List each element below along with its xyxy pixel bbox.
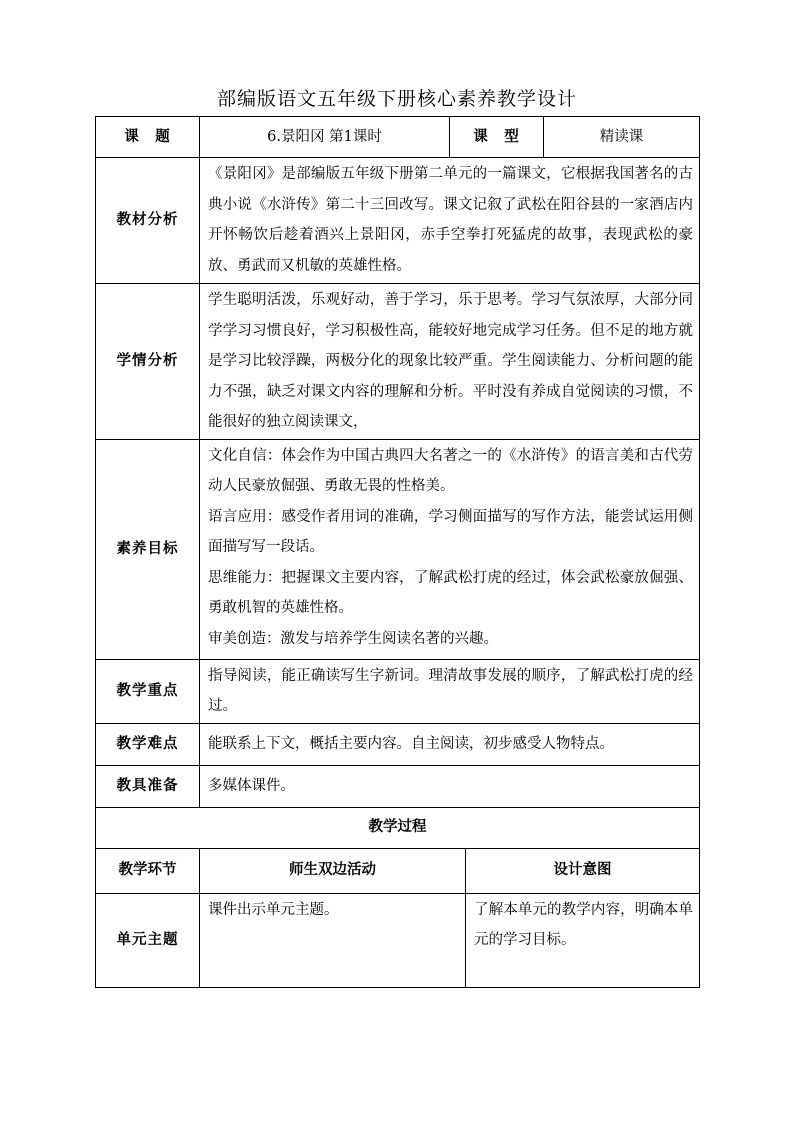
page-title: 部编版语文五年级下册核心素养教学设计 [216, 88, 577, 110]
materials-row [96, 765, 700, 807]
column-header-intent: 设计意图 [466, 848, 700, 893]
key-points-label: 教学重点 [96, 659, 200, 723]
key-points-row [96, 659, 700, 723]
topic-value: 6.景阳冈 第1课时 [200, 117, 450, 158]
key-points-text: 指导阅读，能正确读写生字新词。理清故事发展的顺序，了解武松打虎的经过。 [200, 659, 700, 723]
topic-label: 课 题 [96, 117, 200, 158]
materials-text: 多媒体课件。 [200, 765, 700, 807]
topic-row [96, 117, 700, 158]
literacy-goals-row [96, 439, 700, 659]
literacy-goal-item: 思维能力：把握课文主要内容，了解武松打虎的经过，体会武松豪放倔强、勇敢机智的英雄性格。 [208, 569, 694, 616]
process-intent: 了解本单元的教学内容，明确本单元的学习目标。 [466, 893, 700, 987]
literacy-goals-label: 素养目标 [96, 439, 200, 659]
column-header-stage: 教学环节 [96, 848, 200, 893]
student-analysis-text: 学生聪明活泼，乐观好动，善于学习，乐于思考。学习气氛浓厚，大部分同学学习习惯良好，学习积极性高，能较好地完成学习任务。但不足的地方就是学习比较浮躁，两极分化的现象比较严重。学生阅读能力、分析问题的能力不强，缺乏对课文内容的理解和分析。平时没有养成自觉阅读的习惯，不能很好的独立阅读课文， [200, 284, 700, 440]
process-heading: 教学过程 [96, 807, 700, 848]
material-analysis-text: 《景阳冈》是部编版五年级下册第二单元的一篇课文，它根据我国著名的古典小说《水浒传》第二十三回改写。课文记叙了武松在阳谷县的一家酒店内开怀畅饮后趁着酒兴上景阳冈，赤手空拳打死猛虎的故事，表现武松的豪放、勇武而又机敏的英雄性格。 [200, 158, 700, 284]
material-analysis-label: 教材分析 [96, 158, 200, 284]
materials-label: 教具准备 [96, 765, 200, 807]
lesson-plan-table [95, 116, 700, 988]
literacy-goal-item: 语言应用：感受作者用词的准确，学习侧面描写的写作方法，能尝试运用侧面描写写一段话。 [208, 508, 694, 555]
literacy-goal-item: 文化自信：体会作为中国古典四大名著之一的《水浒传》的语言美和古代劳动人民豪放倔强、勇敢无畏的性格美。 [208, 447, 694, 494]
literacy-goals-list [200, 439, 700, 659]
difficulties-label: 教学难点 [96, 723, 200, 765]
process-activity: 课件出示单元主题。 [200, 893, 466, 987]
student-analysis-row [96, 284, 700, 440]
difficulties-text: 能联系上下文，概括主要内容。自主阅读，初步感受人物特点。 [200, 723, 700, 765]
column-header-activity: 师生双边活动 [200, 848, 466, 893]
process-columns-row [96, 848, 700, 893]
literacy-goal-item: 审美创造：激发与培养学生阅读名著的兴趣。 [208, 630, 498, 647]
type-value: 精读课 [544, 117, 700, 158]
type-label: 课 型 [450, 117, 544, 158]
student-analysis-label: 学情分析 [96, 284, 200, 440]
difficulties-row [96, 723, 700, 765]
material-analysis-row [96, 158, 700, 284]
process-stage: 单元主题 [96, 893, 200, 987]
process-heading-row [96, 807, 700, 848]
process-row [96, 893, 700, 987]
